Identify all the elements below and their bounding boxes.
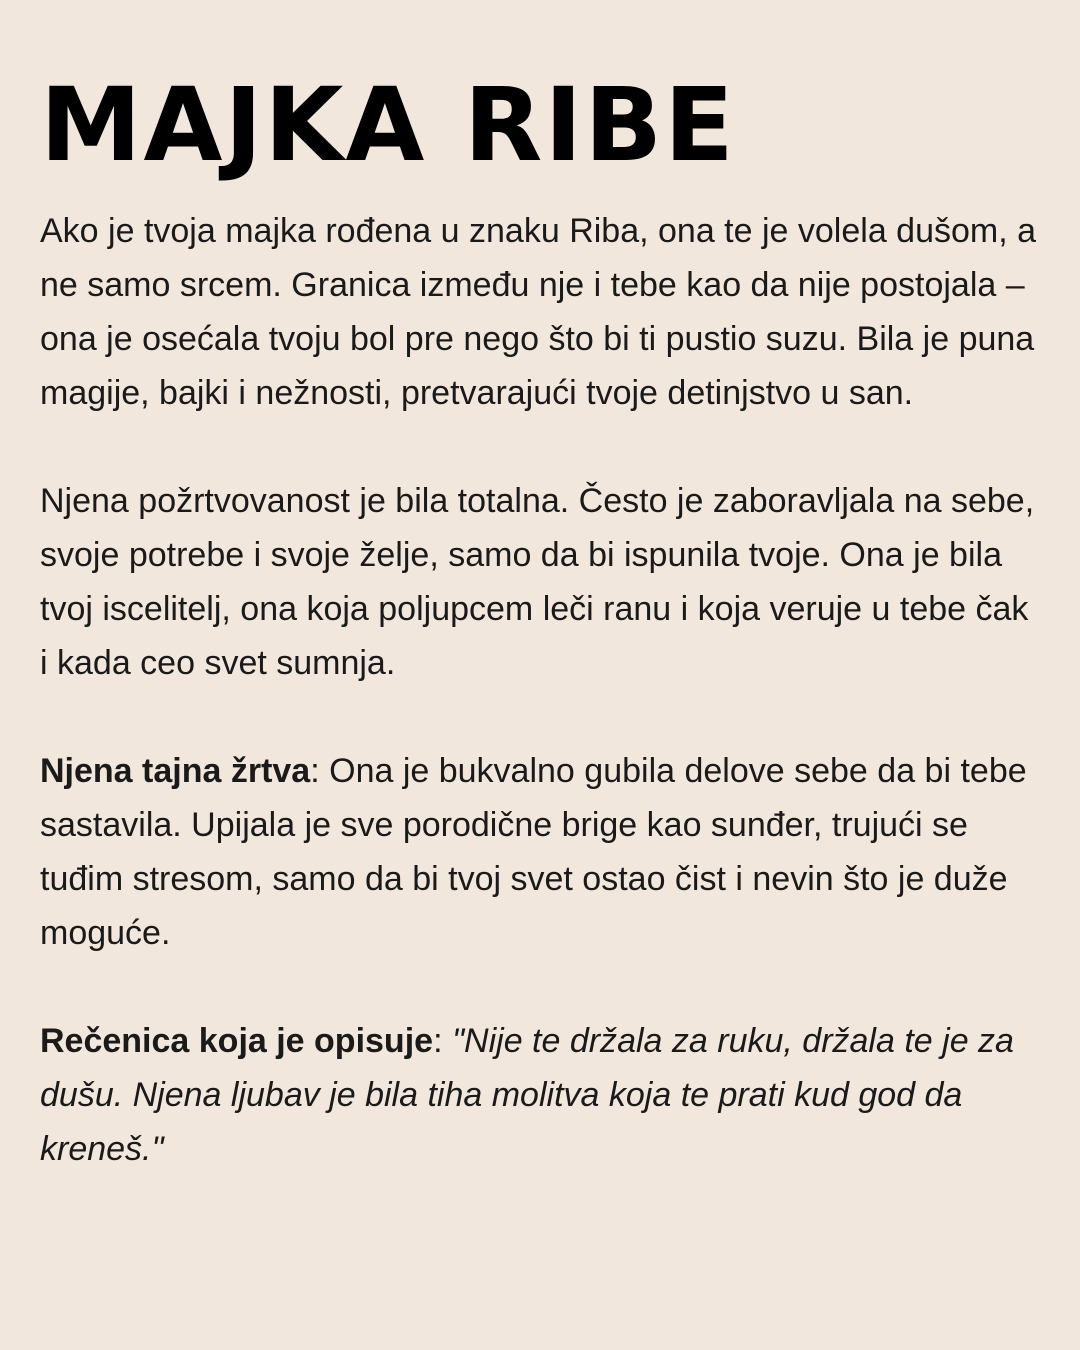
sentence-quote: "Nije te držala za ruku, držala te je za dušu. Njena ljubav je bila tiha molitva koja te prati kud god da kreneš." <box>40 1022 1014 1168</box>
secret-sacrifice-separator: : <box>310 752 320 790</box>
secret-sacrifice-label: Njena tajna žrtva <box>40 752 311 790</box>
page-title: MAJKA RIBE <box>40 66 736 185</box>
paragraph-secret-sacrifice <box>40 744 1045 960</box>
paragraph-sentence <box>40 1014 1045 1176</box>
paragraph-sacrifice: Njena požrtvovanost je bila totalna. Često je zaboravljala na sebe, svoje potrebe i svoje želje, samo da bi ispunila tvoje. Ona je bila tvoj iscelitelj, ona koja poljupcem leči ranu i koja veruje u tebe čak i kada ceo svet sumnja. <box>40 482 1035 682</box>
secret-sacrifice-text: Ona je bukvalno gubila delove sebe da bi tebe sastavila. Upijala je sve porodične brige kao sunđer, trujući se tuđim stresom, samo da bi tvoj svet ostao čist i nevin što je duže moguće. <box>40 752 1027 952</box>
article-body <box>40 204 1045 1176</box>
paragraph-intro: Ako je tvoja majka rođena u znaku Riba, ona te je volela dušom, a ne samo srcem. Granica između nje i tebe kao da nije postojala – ona je osećala tvoju bol pre nego što bi ti pustio suzu. Bila je puna magije, bajki i nežnosti, pretvarajući tvoje detinjstvo u san. <box>40 212 1037 412</box>
sentence-label: Rečenica koja je opisuje <box>40 1022 434 1060</box>
sentence-separator: : <box>433 1022 452 1060</box>
